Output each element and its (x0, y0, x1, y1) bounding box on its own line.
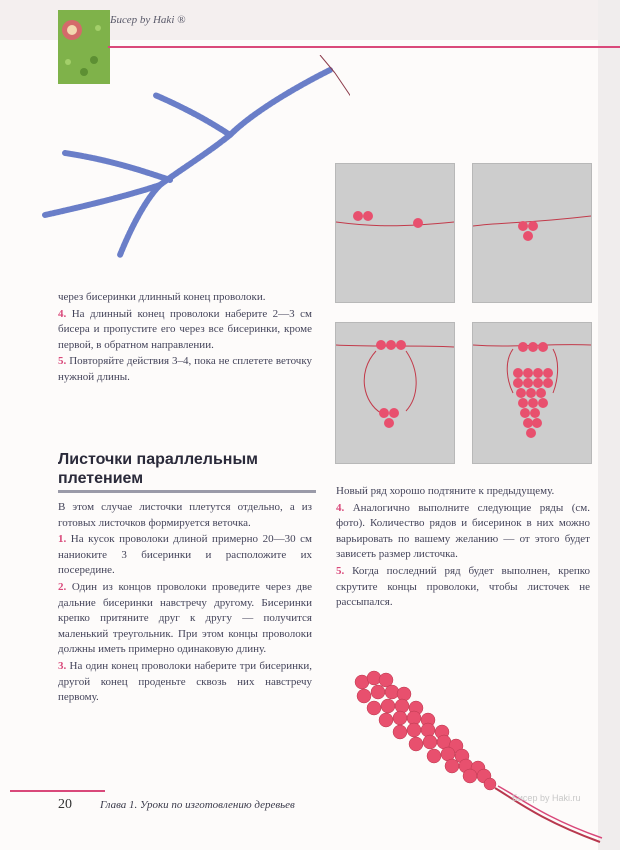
step-1-paragraph (58, 532, 312, 579)
step-5b-number: 5. (336, 564, 345, 577)
continuation-paragraph: через бисеринки длинный конец проволоки. (58, 291, 266, 303)
step-5-paragraph (58, 354, 312, 385)
step-photo-2 (472, 163, 592, 303)
beaded-stem-photo (30, 55, 350, 265)
step-4b-number: 4. (336, 501, 345, 514)
step-photo-1 (335, 163, 455, 303)
right-column-text (336, 484, 590, 612)
step-3-paragraph (58, 659, 312, 706)
step-5-text: Повторяйте действия 3–4, пока не сплетете веточку нужной длины. (58, 355, 313, 383)
intro-paragraph: В этом случае листочки плетутся отдельно, а из готовых листочков формируется веточка. (58, 501, 312, 529)
step-1-text: На кусок проволоки длиной примерно 20—30 см наниоките 3 бисеринки и расположите их посередине. (58, 533, 312, 577)
step-5-number: 5. (58, 355, 67, 368)
step-1-number: 1. (58, 533, 67, 546)
right-intro-paragraph: Новый ряд хорошо подтяните к предыдущему. (336, 485, 555, 497)
step-2-number: 2. (58, 580, 67, 593)
step-2-text: Один из концов проволоки проведите через две дальние бисеринки навстречу другому. Бисеринки крепко притяните друг к другу — получится маленький треугольник. При этом концы проволоки должны иметь примерно одинаковую длину. (58, 580, 313, 656)
step-4b-text: Аналогично выполните следующие ряды (см. фото). Количество рядов и бисеринок в них можно варьировать по вашему желанию — от этого будет зависеть размер листочка. (336, 501, 590, 561)
step-photo-4 (472, 322, 592, 464)
step-5b-paragraph (336, 564, 590, 611)
step-5b-text: Когда последний ряд будет выполнен, крепко скрутите концы проволоки, чтобы листочек не рассыпался. (336, 564, 590, 609)
footer-rule (10, 790, 105, 792)
step-photo-3 (335, 322, 455, 464)
step-4-number: 4. (58, 307, 67, 320)
section-title: Листочки параллельным плетением (58, 451, 258, 487)
step-2-paragraph (58, 580, 312, 658)
step-3-number: 3. (58, 659, 67, 672)
header-rule (108, 46, 620, 48)
step-4-paragraph (58, 307, 312, 354)
chapter-title: Глава 1. Уроки по изготовлению деревьев (100, 799, 295, 811)
page-number: 20 (58, 797, 72, 812)
step-3-text: На один конец проволоки наберите три бисеринки, другой конец проденьте сквозь них навстречу первому. (58, 659, 313, 704)
top-text-block (58, 290, 312, 387)
finished-leaf-photo (340, 660, 610, 845)
step-4b-paragraph (336, 501, 590, 563)
left-column-text (58, 500, 312, 707)
header-label: Бисер by Haki ® (110, 14, 186, 26)
step-4-text: На длинный конец проволоки наберите 2—3 см бисера и пропустите его через все бисеринки, кроме первой, в обратном направлении. (58, 307, 312, 351)
watermark: Бисер by Haki.ru (512, 793, 581, 803)
section-rule (58, 490, 316, 493)
